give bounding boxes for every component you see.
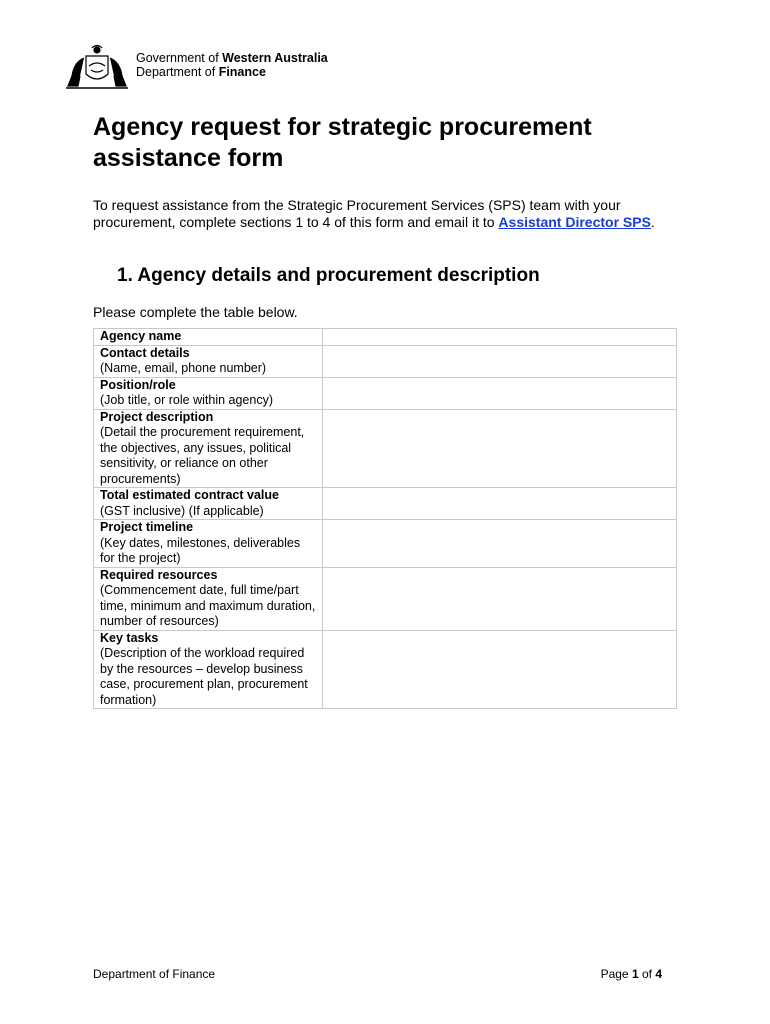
field-description: (Job title, or role within agency) <box>100 393 273 407</box>
wa-coat-of-arms-logo <box>62 42 132 94</box>
field-input-cell[interactable] <box>322 409 676 488</box>
field-input-cell[interactable] <box>322 488 676 520</box>
table-intro-text: Please complete the table below. <box>93 304 298 320</box>
organisation-name <box>136 51 328 79</box>
field-label: Project description <box>100 409 214 424</box>
agency-details-table <box>93 328 677 709</box>
section-heading: 1. Agency details and procurement description <box>117 265 540 286</box>
table-row <box>94 345 677 377</box>
field-input-cell[interactable] <box>322 630 676 709</box>
field-description: (Description of the workload required by the resources – develop business case, procurement plan, procurement formation) <box>100 646 308 707</box>
government-line: Government of Western Australia <box>136 51 328 65</box>
table-row <box>94 329 677 346</box>
field-description: (Commencement date, full time/part time, minimum and maximum duration, number of resources) <box>100 583 316 628</box>
department-line: Department of Finance <box>136 65 266 79</box>
field-label-cell <box>94 409 323 488</box>
field-input-cell[interactable] <box>322 345 676 377</box>
assistant-director-link[interactable]: Assistant Director SPS <box>498 214 651 230</box>
table-row <box>94 409 677 488</box>
footer-department: Department of Finance <box>93 967 216 981</box>
field-label-cell <box>94 520 323 568</box>
field-input-cell[interactable] <box>322 567 676 630</box>
field-label: Total estimated contract value <box>100 488 279 502</box>
page-number: Page 1 of 4 <box>600 967 662 981</box>
field-input-cell[interactable] <box>322 329 676 346</box>
field-description: (Key dates, milestones, deliverables for the project) <box>100 535 301 565</box>
field-input-cell[interactable] <box>322 520 676 568</box>
field-description: (GST inclusive) (If applicable) <box>100 503 264 518</box>
table-row <box>94 488 677 520</box>
intro-paragraph: To request assistance from the Strategic Procurement Services (SPS) team with your procurement, complete sections 1 to 4 of this form and email it to Assistant Director SPS. <box>93 197 655 230</box>
coat-of-arms-icon <box>62 42 132 94</box>
field-label: Contact details <box>100 345 190 360</box>
field-label-cell <box>94 377 323 409</box>
field-description: (Detail the procurement requirement, the objectives, any issues, political sensitivity, or reliance on other procurements) <box>100 425 305 486</box>
field-description: (Name, email, phone number) <box>100 361 267 375</box>
field-label: Key tasks <box>100 630 159 645</box>
table-row <box>94 520 677 568</box>
table-row <box>94 630 677 709</box>
field-label-cell <box>94 345 323 377</box>
page-title: Agency request for strategic procurement assistance form <box>93 113 592 172</box>
field-label-cell <box>94 488 323 520</box>
table-row <box>94 377 677 409</box>
field-label-cell <box>94 630 323 709</box>
field-label-cell <box>94 567 323 630</box>
field-label: Required resources <box>100 567 218 582</box>
table-row <box>94 567 677 630</box>
field-label: Position/role <box>100 377 176 392</box>
field-input-cell[interactable] <box>322 377 676 409</box>
field-label: Agency name <box>100 329 182 343</box>
field-label-cell <box>94 329 323 346</box>
field-label: Project timeline <box>100 520 194 534</box>
